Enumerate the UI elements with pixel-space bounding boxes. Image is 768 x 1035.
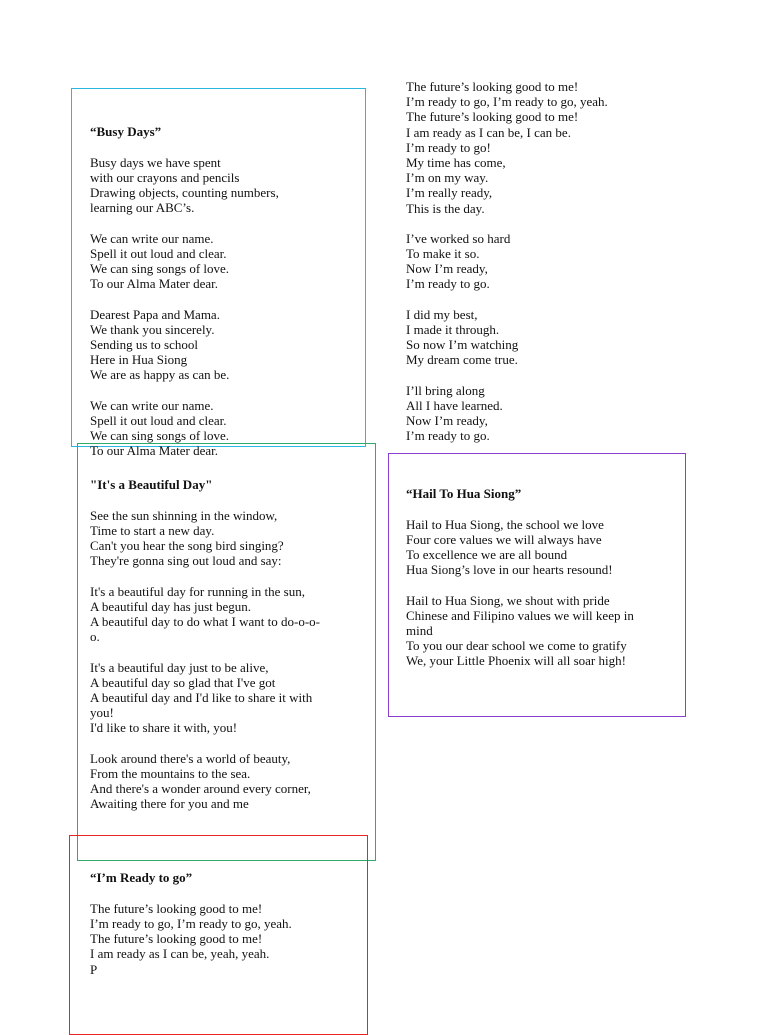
lyric-line: To excellence we are all bound <box>406 547 568 563</box>
lyric-line: I made it through. <box>406 322 500 337</box>
lyric-line: All I have learned. <box>406 397 503 413</box>
lyric-line: We, your Little Phoenix will all soar high! <box>406 653 626 669</box>
lyric-line: The future’s looking good to me! <box>90 900 263 916</box>
ready-to-go-continued <box>406 79 608 444</box>
lyric-line: To our Alma Mater dear. <box>90 276 218 292</box>
lyric-line: It's a beautiful day for running in the sun, <box>90 583 305 599</box>
lyric-line: To make it so. <box>406 246 480 262</box>
song-title: “I’m Ready to go” <box>90 870 193 886</box>
lyric-line: To you our dear school we come to gratify <box>406 638 627 654</box>
lyric-line: My time has come, <box>406 154 506 170</box>
lyric-line: We can write our name. <box>90 230 214 246</box>
lyric-line: See the sun shinning in the window, <box>90 507 278 523</box>
lyric-line: This is the day. <box>406 200 485 216</box>
lyric-line: A beautiful day and I'd like to share it with <box>90 690 313 706</box>
lyric-line: Hail to Hua Siong, we shout with pride <box>406 592 610 608</box>
lyric-line: The future’s looking good to me! <box>406 109 579 125</box>
lyric-line: We can sing songs of love. <box>90 261 230 277</box>
stanza-break <box>406 578 634 593</box>
lyric-line: I’m on my way. <box>406 170 489 186</box>
lyric-line: Now I’m ready, <box>406 261 488 277</box>
lyric-line: We thank you sincerely. <box>90 321 215 337</box>
lyric-line: Hua Siong’s love in our hearts resound! <box>406 562 613 578</box>
lyric-line: So now I’m watching <box>406 337 519 353</box>
lyric-line: you! <box>90 705 114 721</box>
stanza-break <box>406 368 608 383</box>
lyric-line: I’m ready to go. <box>406 428 490 444</box>
lyric-line: I’m ready to go! <box>406 139 491 155</box>
stanza-break <box>406 216 608 231</box>
lyric-line: And there's a wonder around every corner, <box>90 781 311 797</box>
stanza-break <box>90 383 279 398</box>
lyric-line: We can sing songs of love. <box>90 428 230 444</box>
lyric-line: I’m ready to go. <box>406 276 490 292</box>
lyric-line: Awaiting there for you and me <box>90 796 249 812</box>
lyric-line: I am ready as I can be, yeah, yeah. <box>90 946 270 962</box>
lyric-line: Can't you hear the song bird singing? <box>90 538 284 554</box>
lyric-line: It's a beautiful day just to be alive, <box>90 659 269 675</box>
lyric-line: learning our ABC’s. <box>90 200 195 216</box>
lyric-line: I’m really ready, <box>406 185 493 201</box>
beautiful-day-song <box>90 447 320 812</box>
lyric-line: The future’s looking good to me! <box>406 79 579 94</box>
lyric-line: Four core values we will always have <box>406 531 602 547</box>
lyric-line: mind <box>406 623 433 639</box>
lyric-line: I am ready as I can be, I can be. <box>406 124 571 140</box>
lyric-line: I’m ready to go, I’m ready to go, yeah. <box>406 94 608 110</box>
lyric-line: Now I’m ready, <box>406 413 488 429</box>
lyric-line: Chinese and Filipino values we will keep in <box>406 607 634 623</box>
lyric-line: We can write our name. <box>90 397 214 413</box>
ready-to-go-song <box>90 840 292 977</box>
lyric-line: Dearest Papa and Mama. <box>90 306 220 322</box>
lyric-line: I'd like to share it with, you! <box>90 720 238 736</box>
lyric-line: P <box>90 961 98 977</box>
stanza-break <box>90 736 320 751</box>
lyric-line: I’m ready to go, I’m ready to go, yeah. <box>90 915 292 931</box>
lyric-line: Spell it out loud and clear. <box>90 245 227 261</box>
lyric-line: A beautiful day so glad that I've got <box>90 674 276 690</box>
lyric-line: Busy days we have spent <box>90 154 221 170</box>
song-title: "It's a Beautiful Day" <box>90 477 213 493</box>
stanza-break <box>90 291 279 306</box>
lyric-line: Sending us to school <box>90 337 198 353</box>
lyric-line: Drawing objects, counting numbers, <box>90 185 279 201</box>
lyric-line: Hail to Hua Siong, the school we love <box>406 516 604 532</box>
stanza-break <box>90 569 320 584</box>
song-title: “Busy Days” <box>90 124 162 140</box>
lyric-line: From the mountains to the sea. <box>90 765 251 781</box>
lyric-line: o. <box>90 629 100 645</box>
lyric-line: The future’s looking good to me! <box>90 931 263 947</box>
lyric-line: I did my best, <box>406 306 478 322</box>
song-title: “Hail To Hua Siong” <box>406 486 522 502</box>
stanza-break <box>90 644 320 659</box>
lyric-line: Look around there's a world of beauty, <box>90 750 291 766</box>
stanza-break <box>406 292 608 307</box>
lyric-line: Time to start a new day. <box>90 522 215 538</box>
lyric-line: We are as happy as can be. <box>90 367 230 383</box>
busy-days-song <box>90 94 279 459</box>
lyric-line: My dream come true. <box>406 352 518 368</box>
lyric-line: I’ve worked so hard <box>406 230 511 246</box>
lyric-line: A beautiful day has just begun. <box>90 598 252 614</box>
lyric-line: To our Alma Mater dear. <box>90 443 218 459</box>
lyric-line: with our crayons and pencils <box>90 169 240 185</box>
stanza-break <box>90 216 279 231</box>
lyric-line: Spell it out loud and clear. <box>90 412 227 428</box>
lyric-line: Here in Hua Siong <box>90 352 188 368</box>
lyric-line: I’ll bring along <box>406 382 485 398</box>
lyric-line: A beautiful day to do what I want to do-o-o- <box>90 614 320 630</box>
hail-to-hua-siong-song <box>406 456 634 669</box>
lyric-line: They're gonna sing out loud and say: <box>90 553 282 569</box>
